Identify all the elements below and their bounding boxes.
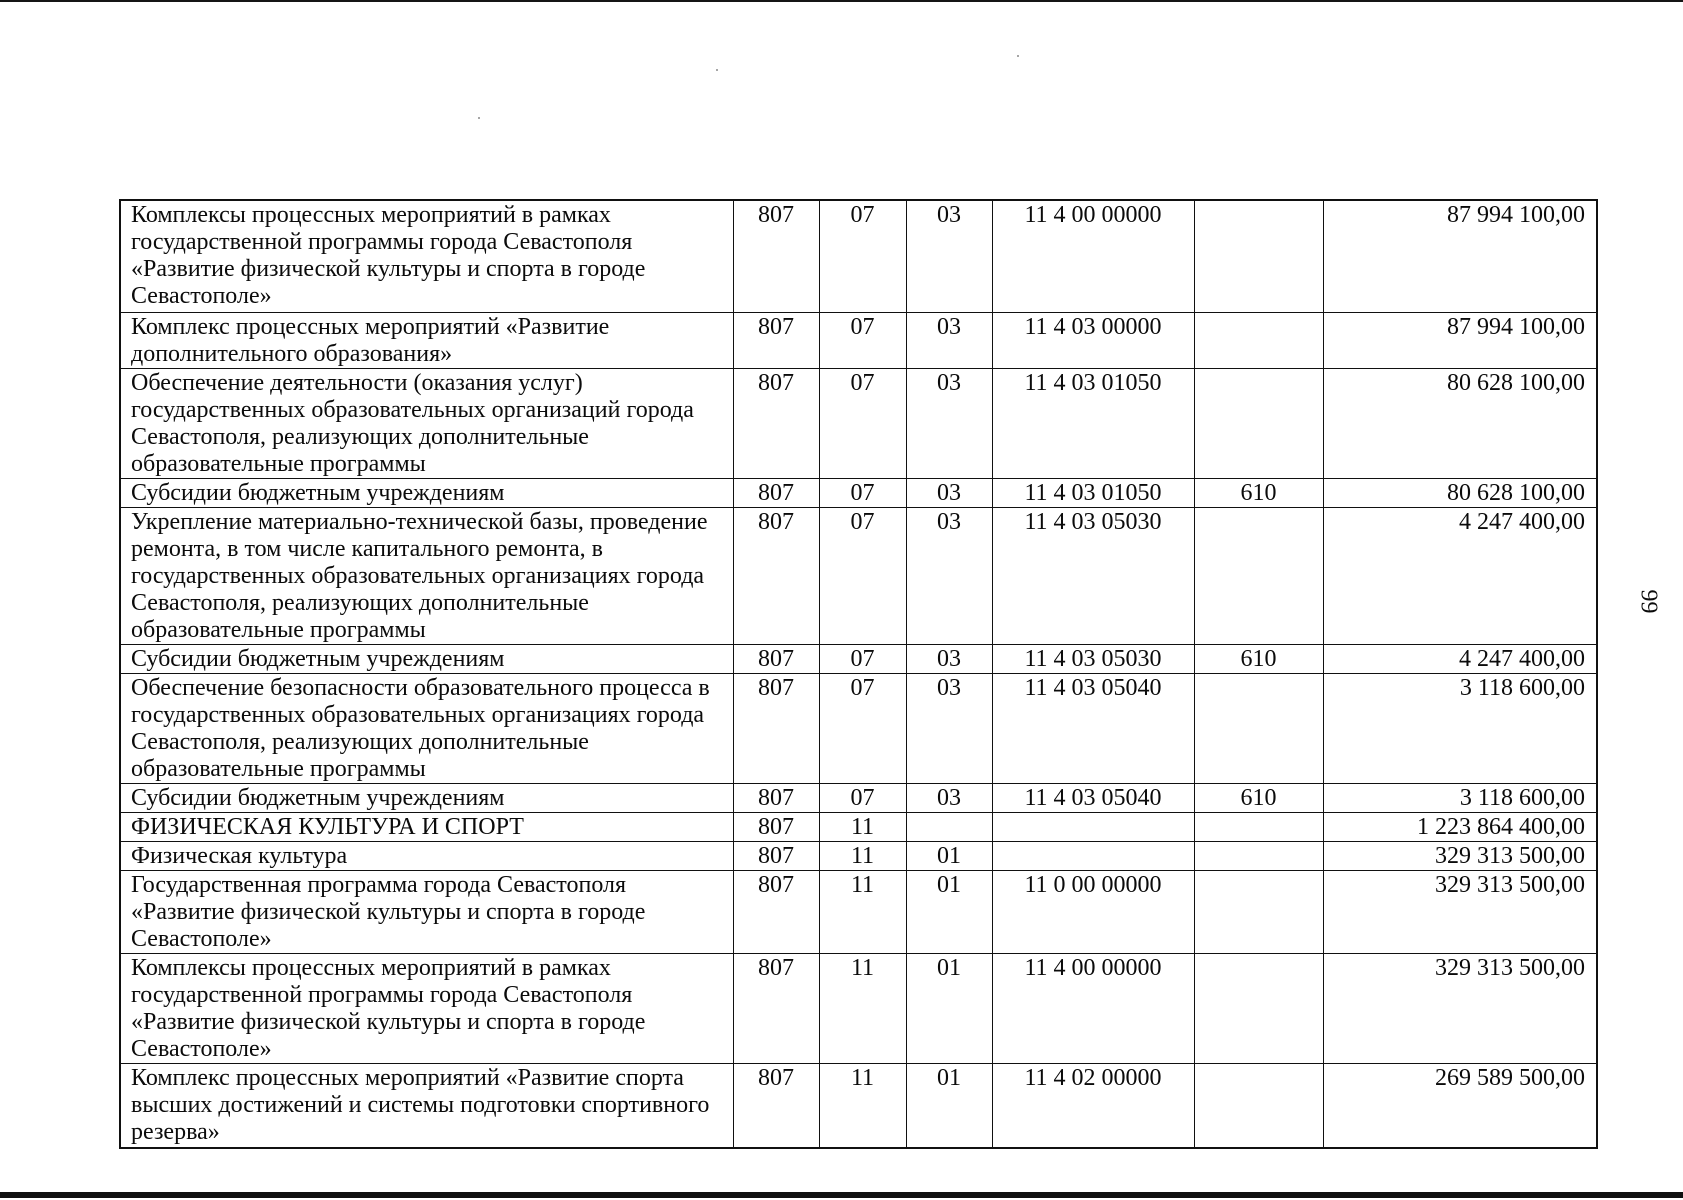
section-code-cell: 11: [819, 812, 906, 841]
admin-code-cell: 807: [733, 783, 819, 812]
expense-type-cell: 610: [1194, 783, 1323, 812]
subsection-code-cell: 03: [906, 200, 992, 312]
page-number: 99: [1635, 589, 1662, 614]
amount-cell: 329 313 500,00: [1323, 841, 1597, 870]
item-name-cell: [120, 783, 733, 812]
expense-type-cell: [1194, 368, 1323, 478]
item-name-cell: [120, 644, 733, 673]
amount-cell: 80 628 100,00: [1323, 368, 1597, 478]
table-row: [120, 953, 1597, 1063]
item-name-line: Комплексы процессных мероприятий в рамках: [131, 954, 611, 981]
section-code-cell: 11: [819, 841, 906, 870]
target-article-cell: [992, 812, 1194, 841]
expense-type-cell: [1194, 953, 1323, 1063]
admin-code-cell: 807: [733, 870, 819, 953]
admin-code-cell: 807: [733, 841, 819, 870]
admin-code-cell: 807: [733, 312, 819, 368]
table-row: [120, 507, 1597, 644]
admin-code-cell: 807: [733, 1063, 819, 1148]
item-name-cell: [120, 200, 733, 312]
item-name-cell: [120, 368, 733, 478]
expense-type-cell: [1194, 870, 1323, 953]
item-name-cell: [120, 312, 733, 368]
expense-type-cell: 610: [1194, 478, 1323, 507]
amount-cell: 87 994 100,00: [1323, 200, 1597, 312]
item-name-line: Укрепление материально-технической базы, проведение: [131, 508, 708, 535]
admin-code-cell: 807: [733, 478, 819, 507]
scan-speck: [1017, 55, 1019, 57]
section-code-cell: 07: [819, 644, 906, 673]
scan-edge-top: [0, 0, 1683, 2]
item-name-line: государственной программы города Севастополя: [131, 981, 633, 1008]
subsection-code-cell: 03: [906, 368, 992, 478]
amount-cell: 80 628 100,00: [1323, 478, 1597, 507]
section-code-cell: 07: [819, 368, 906, 478]
item-name-cell: [120, 478, 733, 507]
admin-code-cell: 807: [733, 644, 819, 673]
table-row: [120, 841, 1597, 870]
target-article-cell: 11 0 00 00000: [992, 870, 1194, 953]
subsection-code-cell: 03: [906, 673, 992, 783]
target-article-cell: 11 4 00 00000: [992, 200, 1194, 312]
item-name-line: Государственная программа города Севастополя: [131, 871, 627, 898]
item-name-line: образовательные программы: [131, 450, 426, 477]
target-article-cell: 11 4 03 05040: [992, 673, 1194, 783]
admin-code-cell: 807: [733, 200, 819, 312]
target-article-cell: 11 4 03 01050: [992, 368, 1194, 478]
admin-code-cell: 807: [733, 673, 819, 783]
item-name-cell: [120, 812, 733, 841]
table-row: [120, 1063, 1597, 1148]
table-row: [120, 368, 1597, 478]
item-name-line: образовательные программы: [131, 755, 426, 782]
amount-cell: 4 247 400,00: [1323, 507, 1597, 644]
expense-type-cell: [1194, 812, 1323, 841]
item-name-line: Севастополе»: [131, 1035, 272, 1062]
section-code-cell: 07: [819, 507, 906, 644]
item-name-line: Севастополе»: [131, 925, 272, 952]
table-row: [120, 644, 1597, 673]
amount-cell: 87 994 100,00: [1323, 312, 1597, 368]
item-name-line: ремонта, в том числе капитального ремонта, в: [131, 535, 603, 562]
item-name-cell: [120, 841, 733, 870]
amount-cell: 4 247 400,00: [1323, 644, 1597, 673]
section-code-cell: 07: [819, 673, 906, 783]
section-code-cell: 07: [819, 200, 906, 312]
item-name-line: Комплекс процессных мероприятий «Развитие: [131, 313, 610, 340]
expense-type-cell: [1194, 312, 1323, 368]
amount-cell: 269 589 500,00: [1323, 1063, 1597, 1148]
target-article-cell: 11 4 03 00000: [992, 312, 1194, 368]
subsection-code-cell: 01: [906, 870, 992, 953]
expense-type-cell: [1194, 673, 1323, 783]
expense-type-cell: [1194, 841, 1323, 870]
amount-cell: 1 223 864 400,00: [1323, 812, 1597, 841]
scan-speck: [478, 117, 480, 119]
table-row: [120, 812, 1597, 841]
table-row: [120, 673, 1597, 783]
amount-cell: 329 313 500,00: [1323, 870, 1597, 953]
item-name-line: высших достижений и системы подготовки спортивного: [131, 1091, 710, 1118]
subsection-code-cell: 03: [906, 507, 992, 644]
item-name-line: резерва»: [131, 1118, 220, 1145]
table-body: [120, 200, 1597, 1148]
target-article-cell: 11 4 03 01050: [992, 478, 1194, 507]
item-name-line: «Развитие физической культуры и спорта в городе: [131, 1008, 646, 1035]
section-code-cell: 07: [819, 478, 906, 507]
target-article-cell: 11 4 03 05040: [992, 783, 1194, 812]
expense-type-cell: [1194, 1063, 1323, 1148]
item-name-line: Комплекс процессных мероприятий «Развитие спорта: [131, 1064, 684, 1091]
item-name-line: государственных образовательных организаций города: [131, 396, 694, 423]
table-row: [120, 478, 1597, 507]
subsection-code-cell: 01: [906, 1063, 992, 1148]
item-name-line: «Развитие физической культуры и спорта в городе: [131, 256, 646, 282]
item-name-line: «Развитие физической культуры и спорта в городе: [131, 898, 646, 925]
item-name-cell: [120, 1063, 733, 1148]
subsection-code-cell: 01: [906, 953, 992, 1063]
target-article-cell: 11 4 03 05030: [992, 507, 1194, 644]
item-name-line: Комплексы процессных мероприятий в рамках: [131, 202, 611, 228]
table-row: [120, 870, 1597, 953]
item-name-line: образовательные программы: [131, 616, 426, 643]
subsection-code-cell: 03: [906, 312, 992, 368]
table-row: [120, 312, 1597, 368]
section-code-cell: 11: [819, 1063, 906, 1148]
admin-code-cell: 807: [733, 507, 819, 644]
subsection-code-cell: 03: [906, 783, 992, 812]
item-name-line: дополнительного образования»: [131, 340, 453, 367]
item-name-line: государственных образовательных организациях города: [131, 562, 705, 589]
item-name-line: Субсидии бюджетным учреждениям: [131, 645, 505, 672]
item-name-cell: [120, 953, 733, 1063]
item-name-line: Обеспечение безопасности образовательного процесса в: [131, 674, 710, 701]
amount-cell: 329 313 500,00: [1323, 953, 1597, 1063]
budget-table: [119, 199, 1598, 1149]
target-article-cell: 11 4 03 05030: [992, 644, 1194, 673]
table-row: [120, 783, 1597, 812]
section-code-cell: 11: [819, 953, 906, 1063]
target-article-cell: 11 4 02 00000: [992, 1063, 1194, 1148]
expense-type-cell: [1194, 200, 1323, 312]
expense-type-cell: [1194, 507, 1323, 644]
admin-code-cell: 807: [733, 953, 819, 1063]
section-code-cell: 07: [819, 312, 906, 368]
subsection-code-cell: 03: [906, 478, 992, 507]
item-name-cell: [120, 673, 733, 783]
item-name-line: Севастополя, реализующих дополнительные: [131, 589, 589, 616]
section-code-cell: 11: [819, 870, 906, 953]
item-name-cell: [120, 870, 733, 953]
item-name-line: ФИЗИЧЕСКАЯ КУЛЬТУРА И СПОРТ: [131, 813, 524, 840]
item-name-line: Севастополе»: [131, 283, 272, 309]
target-article-cell: [992, 841, 1194, 870]
subsection-code-cell: 01: [906, 841, 992, 870]
subsection-code-cell: [906, 812, 992, 841]
amount-cell: 3 118 600,00: [1323, 783, 1597, 812]
scan-speck: [716, 69, 718, 71]
section-code-cell: 07: [819, 783, 906, 812]
item-name-line: Субсидии бюджетным учреждениям: [131, 784, 505, 811]
item-name-line: Субсидии бюджетным учреждениям: [131, 479, 505, 506]
item-name-line: государственных образовательных организациях города: [131, 701, 705, 728]
target-article-cell: 11 4 00 00000: [992, 953, 1194, 1063]
subsection-code-cell: 03: [906, 644, 992, 673]
item-name-line: государственной программы города Севастополя: [131, 229, 633, 255]
item-name-cell: [120, 507, 733, 644]
item-name-line: Физическая культура: [131, 842, 348, 869]
admin-code-cell: 807: [733, 812, 819, 841]
admin-code-cell: 807: [733, 368, 819, 478]
item-name-line: Севастополя, реализующих дополнительные: [131, 423, 589, 450]
item-name-line: Севастополя, реализующих дополнительные: [131, 728, 589, 755]
table-row: [120, 200, 1597, 312]
item-name-line: Обеспечение деятельности (оказания услуг): [131, 369, 583, 396]
scan-edge-bottom: [0, 1192, 1683, 1198]
expense-type-cell: 610: [1194, 644, 1323, 673]
amount-cell: 3 118 600,00: [1323, 673, 1597, 783]
